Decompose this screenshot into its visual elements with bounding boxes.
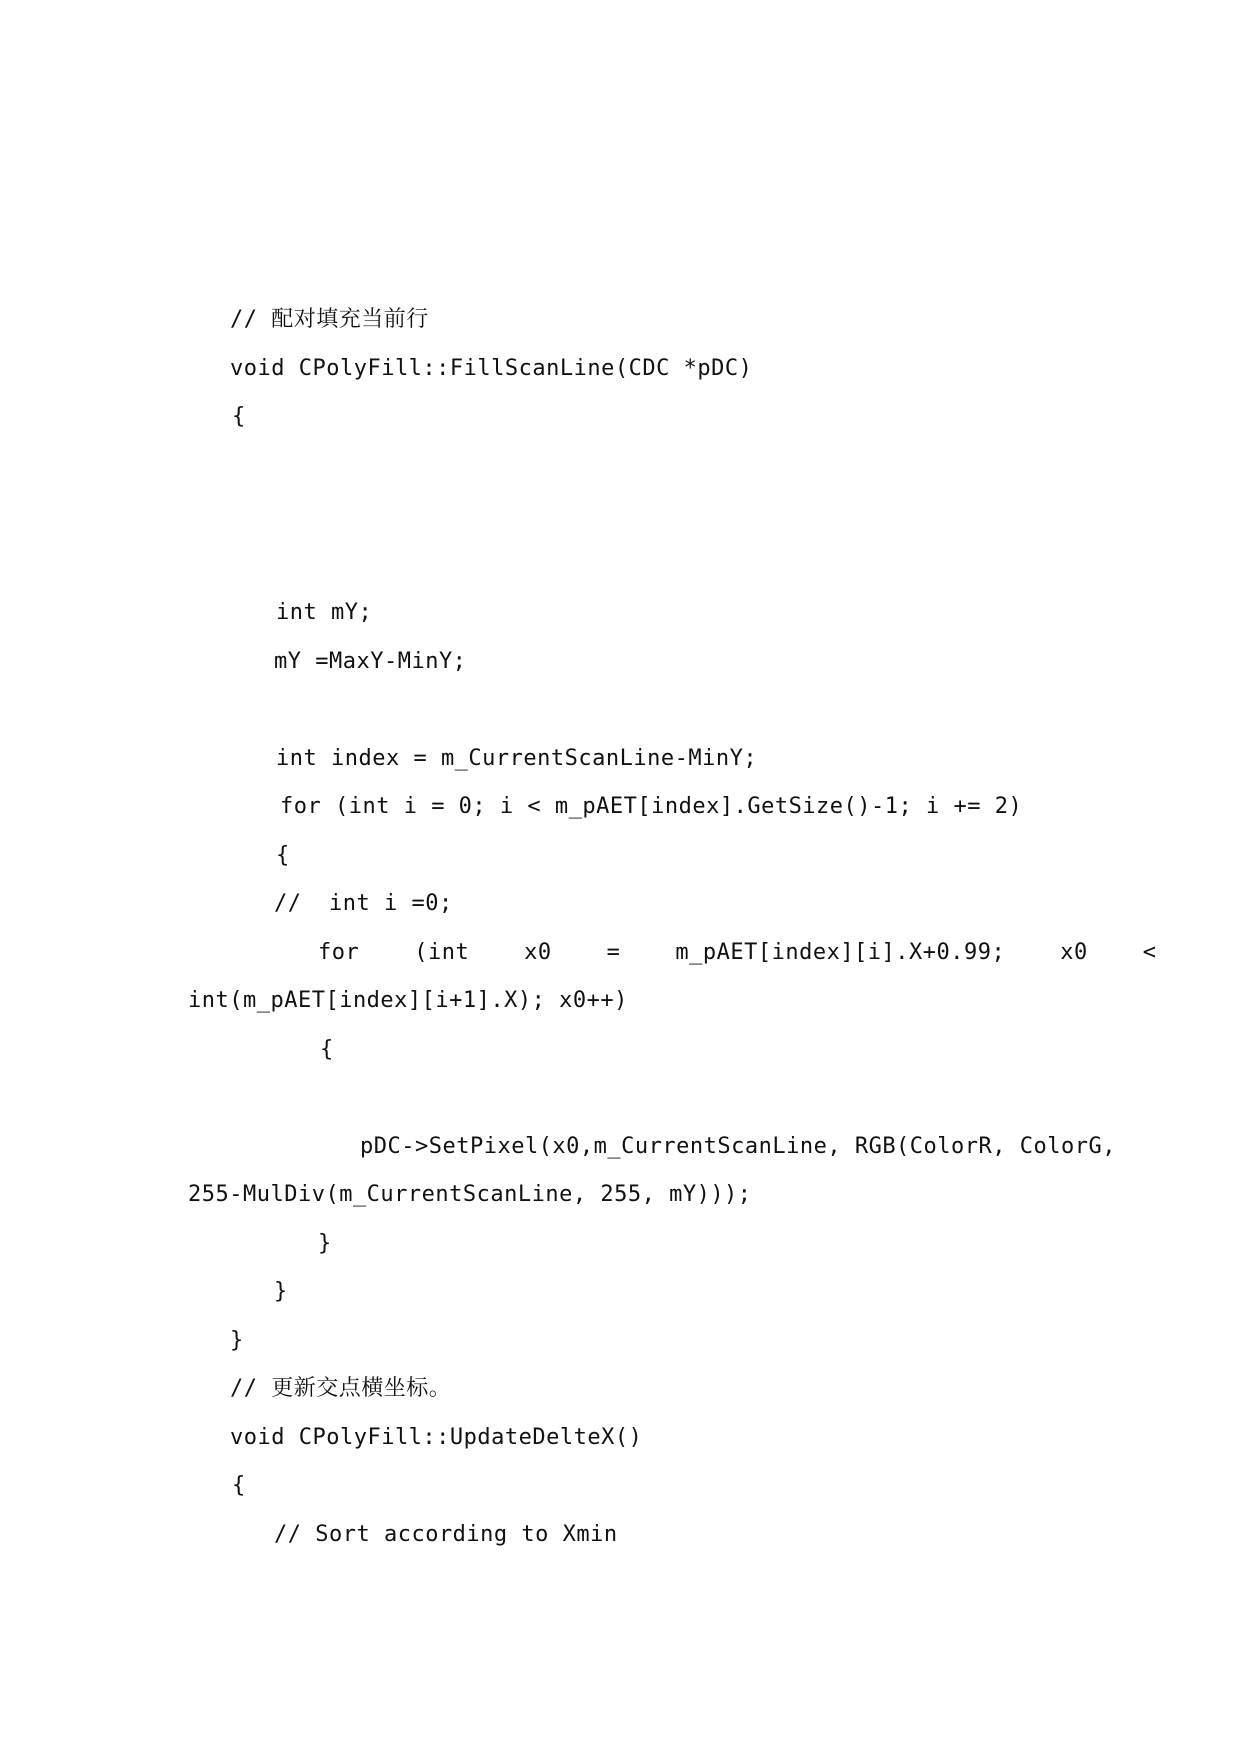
code-line-index: int index = m_CurrentScanLine-MinY;	[276, 746, 758, 771]
code-comment-int-i: // int i =0;	[274, 891, 453, 916]
code-line-inner-close-brace: }	[318, 1231, 332, 1256]
code-line-inner-for-cont: int(m_pAET[index][i+1].X); x0++)	[188, 988, 628, 1013]
code-line-declare-my: int mY;	[276, 600, 373, 625]
code-line-inner-open-brace: {	[320, 1037, 334, 1062]
code-comment-sort: // Sort according to Xmin	[274, 1522, 618, 1547]
code-line-setpixel-cont: 255-MulDiv(m_CurrentScanLine, 255, mY)));	[188, 1182, 752, 1207]
code-line-for-loop: for (int i = 0; i < m_pAET[index].GetSize()-1; i += 2)	[280, 794, 1023, 819]
code-comment-update-x: // 更新交点横坐标。	[230, 1376, 452, 1401]
code-line-assign-my: mY =MaxY-MinY;	[274, 649, 467, 674]
code-line-function-close-brace: }	[230, 1328, 244, 1353]
code-line-for-open-brace: {	[276, 843, 290, 868]
code-line-function-signature: void CPolyFill::FillScanLine(CDC *pDC)	[230, 356, 753, 381]
code-comment-fill-scanline: // 配对填充当前行	[230, 307, 429, 332]
code-line-for-close-brace: }	[274, 1279, 288, 1304]
code-line-open-brace: {	[232, 404, 246, 429]
code-line-update-open-brace: {	[232, 1473, 246, 1498]
code-line-update-signature: void CPolyFill::UpdateDelteX()	[230, 1425, 643, 1450]
code-line-inner-for: for (int x0 = m_pAET[index][i].X+0.99; x0 <	[318, 940, 1157, 965]
code-line-setpixel: pDC->SetPixel(x0,m_CurrentScanLine, RGB(ColorR, ColorG,	[360, 1134, 1116, 1159]
